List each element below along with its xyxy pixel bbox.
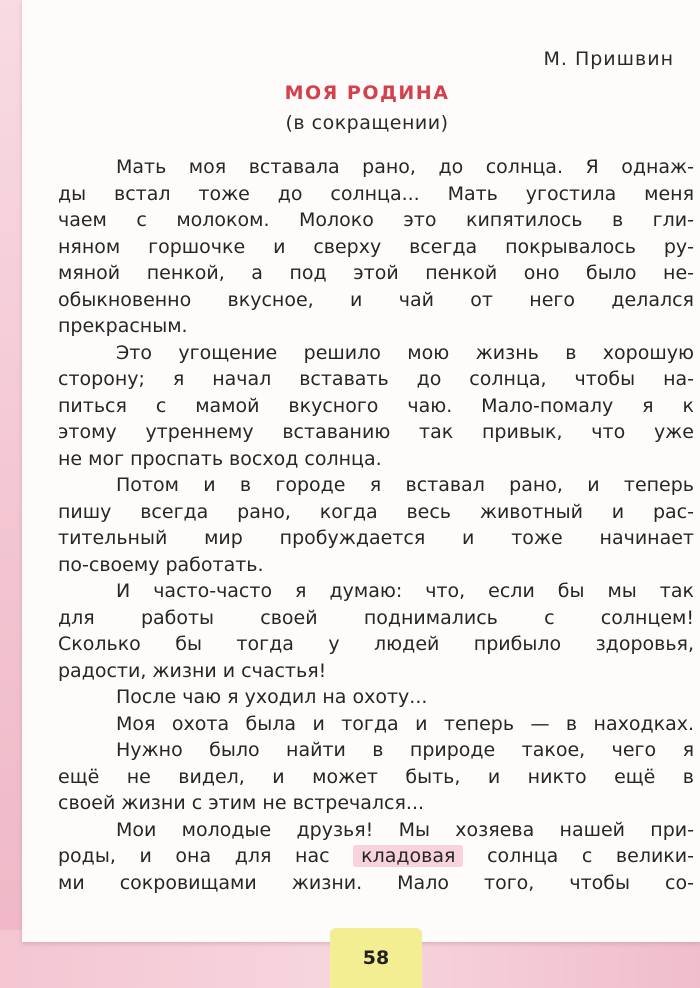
author-name: М. Пришвин [543,48,674,70]
text-line: прекрасным. [58,315,188,337]
text-line: чаем с молоком. Молоко это кипятилось в гли- [58,209,694,231]
text-fragment: солнца с велики- [487,845,694,867]
text-line: радости, жизни и счастья! [58,659,327,682]
text-line: для работы своей поднимались с солнцем! [58,606,694,629]
story-subtitle: (в сокращении) [285,112,449,134]
text-line: этому утреннему вставанию так привык, что уже [58,421,694,443]
text-line: ми сокровищами жизни. Мало того, чтобы со- [58,871,694,894]
text-line: своей жизни с этим не встречался... [58,792,425,814]
page-number: 58 [362,947,390,969]
text-line: сторону; я начал вставать до солнца, чтобы на- [58,368,694,390]
text-line: После чаю я уходил на охоту... [116,686,428,708]
pink-border-left [0,0,22,988]
highlighted-word: кладовая [353,845,463,867]
text-line: ещё не видел, и может быть, и никто ещё в [58,765,694,788]
text-line-with-highlight [58,843,694,870]
text-line: не мог проспать восход солнца. [58,447,382,470]
text-line: ды встал тоже до солнца... Мать угостила меня [58,182,694,205]
story-title: МОЯ РОДИНА [284,82,450,104]
text-line: по-своему работать. [58,553,264,576]
text-line: пишу всегда рано, когда весь животный и рас- [58,500,694,523]
story-text [58,154,694,896]
text-line: Это угощение решило мою жизнь в хорошую [116,341,694,364]
page-number-tab [330,928,422,988]
text-line: Нужно было найти в природе такое, чего я [116,739,694,761]
text-line: Сколько бы тогда у людей прибыло здоровья, [58,633,694,655]
text-line: И часто-часто я думаю: что, если бы мы так [116,580,694,602]
text-line: Мои молодые друзья! Мы хозяева нашей при- [116,818,694,841]
text-fragment: роды, и она для нас [58,845,330,867]
text-line: мяной пенкой, а под этой пенкой оно было не- [58,262,694,284]
book-page [22,0,700,942]
text-line: питься с мамой вкусного чаю. Мало-помалу я к [58,394,694,417]
text-line: Мать моя вставала рано, до солнца. Я однаж- [116,156,694,178]
text-line: тительный мир пробуждается и тоже начинает [58,527,694,549]
text-line: Потом и в городе я вставал рано, и теперь [116,474,694,496]
text-line: обыкновенно вкусное, и чай от него делался [58,288,694,311]
text-line: Моя охота была и тогда и теперь — в находках. [116,712,694,735]
text-line: няном горшочке и сверху всегда покрывалось ру- [58,235,694,258]
